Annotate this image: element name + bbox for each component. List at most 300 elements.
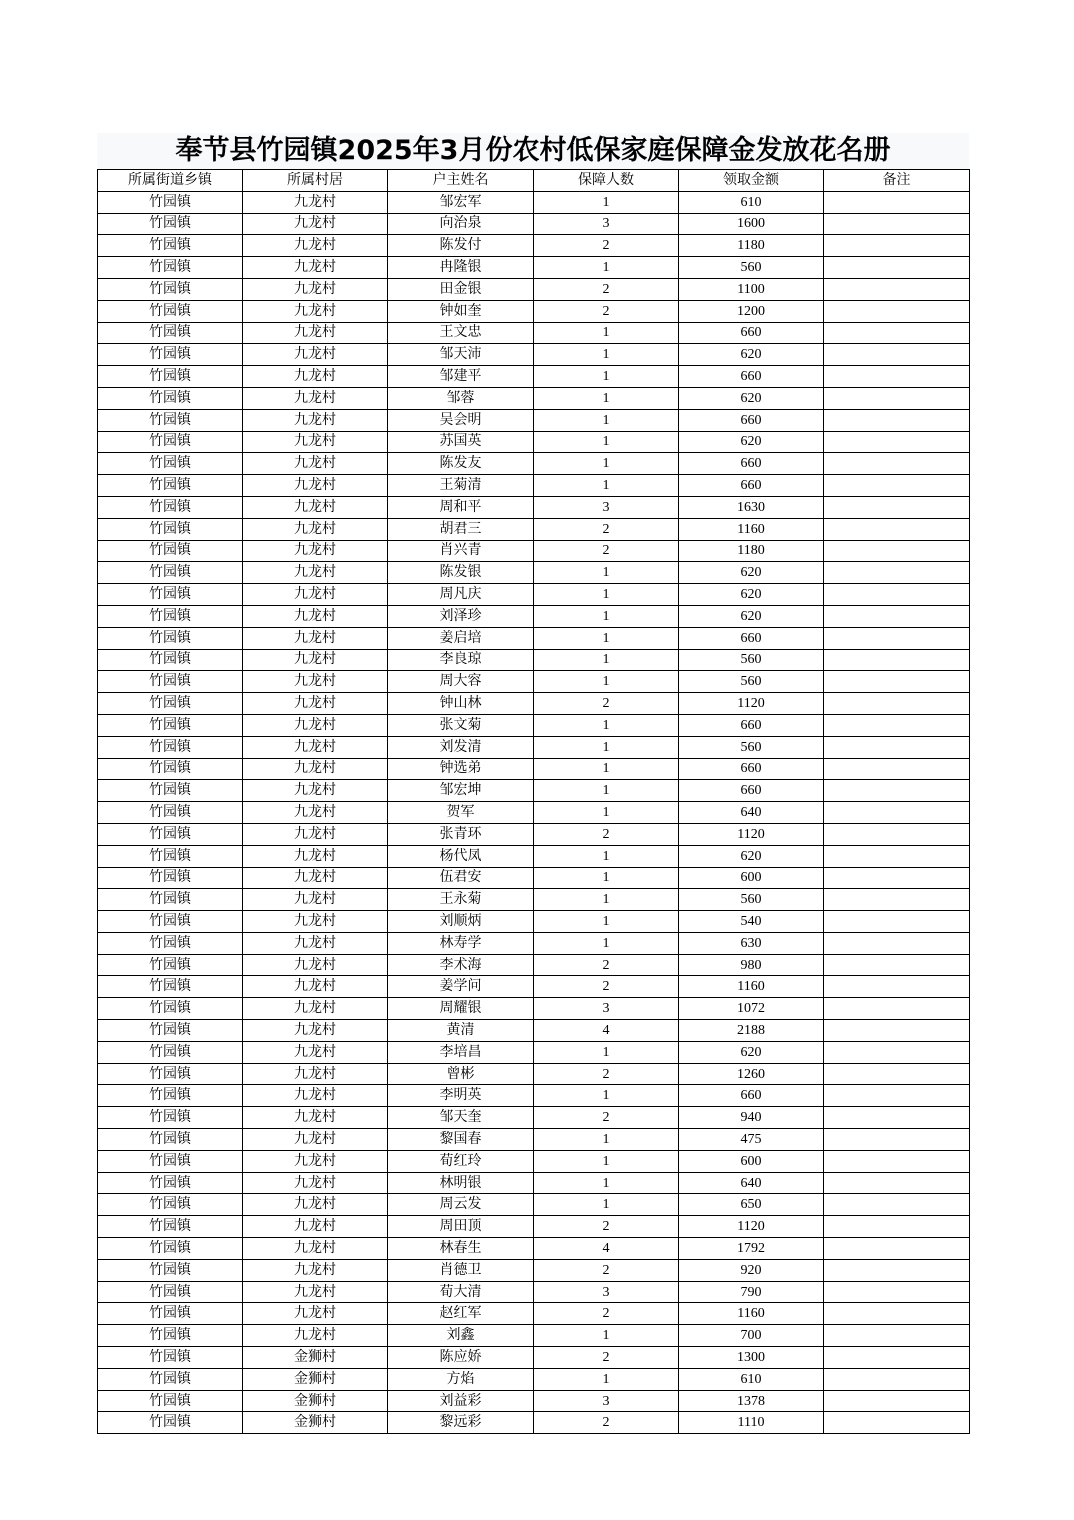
remarks-cell bbox=[824, 1129, 970, 1151]
column-header-persons: 保障人数 bbox=[534, 170, 679, 192]
householder-cell: 林寿学 bbox=[388, 932, 534, 954]
amount-cell: 920 bbox=[679, 1259, 824, 1281]
township-cell: 竹园镇 bbox=[98, 257, 243, 279]
amount-cell: 940 bbox=[679, 1107, 824, 1129]
remarks-cell bbox=[824, 496, 970, 518]
remarks-cell bbox=[824, 1303, 970, 1325]
householder-cell: 张文菊 bbox=[388, 714, 534, 736]
persons-cell: 2 bbox=[534, 1259, 679, 1281]
amount-cell: 660 bbox=[679, 1085, 824, 1107]
village-cell: 九龙村 bbox=[243, 867, 388, 889]
persons-cell: 1 bbox=[534, 453, 679, 475]
village-cell: 九龙村 bbox=[243, 1216, 388, 1238]
township-cell: 竹园镇 bbox=[98, 387, 243, 409]
township-cell: 竹园镇 bbox=[98, 431, 243, 453]
remarks-cell bbox=[824, 257, 970, 279]
persons-cell: 2 bbox=[534, 1303, 679, 1325]
table-row bbox=[98, 409, 970, 431]
amount-cell: 660 bbox=[679, 366, 824, 388]
village-cell: 九龙村 bbox=[243, 889, 388, 911]
table-row bbox=[98, 257, 970, 279]
township-cell: 竹园镇 bbox=[98, 671, 243, 693]
amount-cell: 660 bbox=[679, 758, 824, 780]
table-row bbox=[98, 1412, 970, 1434]
table-row bbox=[98, 823, 970, 845]
remarks-cell bbox=[824, 932, 970, 954]
village-cell: 九龙村 bbox=[243, 1238, 388, 1260]
persons-cell: 1 bbox=[534, 1085, 679, 1107]
village-cell: 九龙村 bbox=[243, 976, 388, 998]
amount-cell: 1100 bbox=[679, 278, 824, 300]
householder-cell: 黎国春 bbox=[388, 1129, 534, 1151]
remarks-cell bbox=[824, 344, 970, 366]
township-cell: 竹园镇 bbox=[98, 1368, 243, 1390]
householder-cell: 黄清 bbox=[388, 1020, 534, 1042]
township-cell: 竹园镇 bbox=[98, 1303, 243, 1325]
township-cell: 竹园镇 bbox=[98, 911, 243, 933]
persons-cell: 1 bbox=[534, 257, 679, 279]
persons-cell: 1 bbox=[534, 889, 679, 911]
householder-cell: 王永菊 bbox=[388, 889, 534, 911]
column-header-householder: 户主姓名 bbox=[388, 170, 534, 192]
village-cell: 九龙村 bbox=[243, 235, 388, 257]
remarks-cell bbox=[824, 911, 970, 933]
village-cell: 九龙村 bbox=[243, 322, 388, 344]
township-cell: 竹园镇 bbox=[98, 649, 243, 671]
remarks-cell bbox=[824, 780, 970, 802]
remarks-cell bbox=[824, 823, 970, 845]
remarks-cell bbox=[824, 605, 970, 627]
village-cell: 九龙村 bbox=[243, 431, 388, 453]
table-row bbox=[98, 932, 970, 954]
householder-cell: 李明英 bbox=[388, 1085, 534, 1107]
table-row bbox=[98, 1194, 970, 1216]
village-cell: 九龙村 bbox=[243, 518, 388, 540]
amount-cell: 600 bbox=[679, 867, 824, 889]
table-row bbox=[98, 671, 970, 693]
remarks-cell bbox=[824, 540, 970, 562]
table-body bbox=[98, 191, 970, 1433]
village-cell: 九龙村 bbox=[243, 1325, 388, 1347]
amount-cell: 560 bbox=[679, 649, 824, 671]
amount-cell: 620 bbox=[679, 1041, 824, 1063]
persons-cell: 1 bbox=[534, 1150, 679, 1172]
amount-cell: 650 bbox=[679, 1194, 824, 1216]
village-cell: 九龙村 bbox=[243, 496, 388, 518]
village-cell: 九龙村 bbox=[243, 780, 388, 802]
column-header-township: 所属街道乡镇 bbox=[98, 170, 243, 192]
householder-cell: 冉隆银 bbox=[388, 257, 534, 279]
householder-cell: 钟如奎 bbox=[388, 300, 534, 322]
township-cell: 竹园镇 bbox=[98, 1041, 243, 1063]
village-cell: 九龙村 bbox=[243, 387, 388, 409]
remarks-cell bbox=[824, 1347, 970, 1369]
remarks-cell bbox=[824, 584, 970, 606]
householder-cell: 李良琼 bbox=[388, 649, 534, 671]
amount-cell: 660 bbox=[679, 322, 824, 344]
village-cell: 九龙村 bbox=[243, 366, 388, 388]
remarks-cell bbox=[824, 475, 970, 497]
village-cell: 九龙村 bbox=[243, 714, 388, 736]
table-row bbox=[98, 540, 970, 562]
village-cell: 九龙村 bbox=[243, 1085, 388, 1107]
persons-cell: 1 bbox=[534, 714, 679, 736]
persons-cell: 1 bbox=[534, 932, 679, 954]
table-row bbox=[98, 1259, 970, 1281]
table-row bbox=[98, 1347, 970, 1369]
township-cell: 竹园镇 bbox=[98, 278, 243, 300]
remarks-cell bbox=[824, 387, 970, 409]
remarks-cell bbox=[824, 954, 970, 976]
village-cell: 九龙村 bbox=[243, 693, 388, 715]
table-row bbox=[98, 911, 970, 933]
amount-cell: 1200 bbox=[679, 300, 824, 322]
township-cell: 竹园镇 bbox=[98, 823, 243, 845]
householder-cell: 周耀银 bbox=[388, 998, 534, 1020]
remarks-cell bbox=[824, 671, 970, 693]
table-row bbox=[98, 889, 970, 911]
table-row bbox=[98, 453, 970, 475]
householder-cell: 张青环 bbox=[388, 823, 534, 845]
amount-cell: 610 bbox=[679, 1368, 824, 1390]
village-cell: 九龙村 bbox=[243, 758, 388, 780]
township-cell: 竹园镇 bbox=[98, 736, 243, 758]
township-cell: 竹园镇 bbox=[98, 1063, 243, 1085]
remarks-cell bbox=[824, 1107, 970, 1129]
householder-cell: 刘鑫 bbox=[388, 1325, 534, 1347]
township-cell: 竹园镇 bbox=[98, 714, 243, 736]
householder-cell: 吴会明 bbox=[388, 409, 534, 431]
table-row bbox=[98, 1020, 970, 1042]
householder-cell: 邹宏军 bbox=[388, 191, 534, 213]
village-cell: 九龙村 bbox=[243, 1259, 388, 1281]
allowance-roster-table bbox=[97, 169, 970, 1434]
village-cell: 九龙村 bbox=[243, 823, 388, 845]
amount-cell: 980 bbox=[679, 954, 824, 976]
village-cell: 九龙村 bbox=[243, 802, 388, 824]
remarks-cell bbox=[824, 1216, 970, 1238]
amount-cell: 660 bbox=[679, 714, 824, 736]
remarks-cell bbox=[824, 1085, 970, 1107]
table-row bbox=[98, 496, 970, 518]
township-cell: 竹园镇 bbox=[98, 1259, 243, 1281]
remarks-cell bbox=[824, 518, 970, 540]
village-cell: 九龙村 bbox=[243, 278, 388, 300]
householder-cell: 陈发友 bbox=[388, 453, 534, 475]
amount-cell: 560 bbox=[679, 671, 824, 693]
township-cell: 竹园镇 bbox=[98, 954, 243, 976]
persons-cell: 3 bbox=[534, 1281, 679, 1303]
village-cell: 九龙村 bbox=[243, 1172, 388, 1194]
amount-cell: 620 bbox=[679, 845, 824, 867]
householder-cell: 林春生 bbox=[388, 1238, 534, 1260]
persons-cell: 1 bbox=[534, 431, 679, 453]
table-row bbox=[98, 584, 970, 606]
township-cell: 竹园镇 bbox=[98, 1238, 243, 1260]
village-cell: 九龙村 bbox=[243, 627, 388, 649]
table-row bbox=[98, 213, 970, 235]
householder-cell: 钟山林 bbox=[388, 693, 534, 715]
persons-cell: 1 bbox=[534, 758, 679, 780]
table-row bbox=[98, 1150, 970, 1172]
township-cell: 竹园镇 bbox=[98, 1325, 243, 1347]
householder-cell: 李培昌 bbox=[388, 1041, 534, 1063]
township-cell: 竹园镇 bbox=[98, 1085, 243, 1107]
township-cell: 竹园镇 bbox=[98, 932, 243, 954]
persons-cell: 2 bbox=[534, 1216, 679, 1238]
township-cell: 竹园镇 bbox=[98, 605, 243, 627]
persons-cell: 1 bbox=[534, 1172, 679, 1194]
persons-cell: 1 bbox=[534, 649, 679, 671]
village-cell: 九龙村 bbox=[243, 213, 388, 235]
column-header-remarks: 备注 bbox=[824, 170, 970, 192]
remarks-cell bbox=[824, 1238, 970, 1260]
householder-cell: 胡君三 bbox=[388, 518, 534, 540]
amount-cell: 620 bbox=[679, 344, 824, 366]
table-row bbox=[98, 954, 970, 976]
householder-cell: 向治泉 bbox=[388, 213, 534, 235]
persons-cell: 3 bbox=[534, 1390, 679, 1412]
table-row bbox=[98, 1303, 970, 1325]
remarks-cell bbox=[824, 714, 970, 736]
remarks-cell bbox=[824, 1063, 970, 1085]
village-cell: 九龙村 bbox=[243, 954, 388, 976]
amount-cell: 560 bbox=[679, 736, 824, 758]
persons-cell: 1 bbox=[534, 845, 679, 867]
township-cell: 竹园镇 bbox=[98, 1390, 243, 1412]
persons-cell: 1 bbox=[534, 387, 679, 409]
table-row bbox=[98, 780, 970, 802]
amount-cell: 1180 bbox=[679, 235, 824, 257]
householder-cell: 周田顶 bbox=[388, 1216, 534, 1238]
amount-cell: 1160 bbox=[679, 976, 824, 998]
persons-cell: 3 bbox=[534, 998, 679, 1020]
persons-cell: 1 bbox=[534, 802, 679, 824]
amount-cell: 660 bbox=[679, 475, 824, 497]
township-cell: 竹园镇 bbox=[98, 453, 243, 475]
persons-cell: 4 bbox=[534, 1238, 679, 1260]
remarks-cell bbox=[824, 736, 970, 758]
village-cell: 九龙村 bbox=[243, 932, 388, 954]
village-cell: 九龙村 bbox=[243, 540, 388, 562]
persons-cell: 1 bbox=[534, 605, 679, 627]
remarks-cell bbox=[824, 1194, 970, 1216]
householder-cell: 李术海 bbox=[388, 954, 534, 976]
village-cell: 九龙村 bbox=[243, 1107, 388, 1129]
table-row bbox=[98, 1281, 970, 1303]
township-cell: 竹园镇 bbox=[98, 1129, 243, 1151]
remarks-cell bbox=[824, 845, 970, 867]
village-cell: 九龙村 bbox=[243, 300, 388, 322]
persons-cell: 1 bbox=[534, 1368, 679, 1390]
householder-cell: 周大容 bbox=[388, 671, 534, 693]
amount-cell: 1160 bbox=[679, 518, 824, 540]
table-row bbox=[98, 1129, 970, 1151]
amount-cell: 1120 bbox=[679, 1216, 824, 1238]
persons-cell: 1 bbox=[534, 1194, 679, 1216]
township-cell: 竹园镇 bbox=[98, 540, 243, 562]
householder-cell: 荀红玲 bbox=[388, 1150, 534, 1172]
page-title: 奉节县竹园镇2025年3月份农村低保家庭保障金发放花名册 bbox=[97, 133, 969, 169]
township-cell: 竹园镇 bbox=[98, 562, 243, 584]
householder-cell: 黎远彩 bbox=[388, 1412, 534, 1434]
village-cell: 九龙村 bbox=[243, 1150, 388, 1172]
table-row bbox=[98, 627, 970, 649]
table-row bbox=[98, 649, 970, 671]
remarks-cell bbox=[824, 867, 970, 889]
village-cell: 九龙村 bbox=[243, 1020, 388, 1042]
householder-cell: 赵红军 bbox=[388, 1303, 534, 1325]
township-cell: 竹园镇 bbox=[98, 889, 243, 911]
persons-cell: 2 bbox=[534, 518, 679, 540]
township-cell: 竹园镇 bbox=[98, 300, 243, 322]
township-cell: 竹园镇 bbox=[98, 366, 243, 388]
persons-cell: 2 bbox=[534, 954, 679, 976]
table-row bbox=[98, 1238, 970, 1260]
table-row bbox=[98, 714, 970, 736]
remarks-cell bbox=[824, 235, 970, 257]
remarks-cell bbox=[824, 889, 970, 911]
householder-cell: 肖德卫 bbox=[388, 1259, 534, 1281]
table-row bbox=[98, 1172, 970, 1194]
village-cell: 九龙村 bbox=[243, 453, 388, 475]
persons-cell: 1 bbox=[534, 780, 679, 802]
persons-cell: 1 bbox=[534, 1325, 679, 1347]
persons-cell: 1 bbox=[534, 409, 679, 431]
township-cell: 竹园镇 bbox=[98, 802, 243, 824]
remarks-cell bbox=[824, 976, 970, 998]
village-cell: 九龙村 bbox=[243, 562, 388, 584]
amount-cell: 600 bbox=[679, 1150, 824, 1172]
persons-cell: 1 bbox=[534, 867, 679, 889]
village-cell: 九龙村 bbox=[243, 1063, 388, 1085]
householder-cell: 姜启培 bbox=[388, 627, 534, 649]
township-cell: 竹园镇 bbox=[98, 976, 243, 998]
table-row bbox=[98, 562, 970, 584]
village-cell: 金狮村 bbox=[243, 1347, 388, 1369]
amount-cell: 790 bbox=[679, 1281, 824, 1303]
table-header-row bbox=[98, 170, 970, 192]
amount-cell: 540 bbox=[679, 911, 824, 933]
remarks-cell bbox=[824, 1259, 970, 1281]
persons-cell: 1 bbox=[534, 1041, 679, 1063]
householder-cell: 周凡庆 bbox=[388, 584, 534, 606]
village-cell: 九龙村 bbox=[243, 671, 388, 693]
householder-cell: 邹建平 bbox=[388, 366, 534, 388]
householder-cell: 刘发清 bbox=[388, 736, 534, 758]
householder-cell: 曾彬 bbox=[388, 1063, 534, 1085]
amount-cell: 1120 bbox=[679, 693, 824, 715]
village-cell: 九龙村 bbox=[243, 649, 388, 671]
village-cell: 九龙村 bbox=[243, 1041, 388, 1063]
table-row bbox=[98, 1063, 970, 1085]
amount-cell: 640 bbox=[679, 1172, 824, 1194]
persons-cell: 2 bbox=[534, 1063, 679, 1085]
table-row bbox=[98, 322, 970, 344]
table-row bbox=[98, 1325, 970, 1347]
householder-cell: 苏国英 bbox=[388, 431, 534, 453]
householder-cell: 周和平 bbox=[388, 496, 534, 518]
persons-cell: 4 bbox=[534, 1020, 679, 1042]
amount-cell: 2188 bbox=[679, 1020, 824, 1042]
table-row bbox=[98, 845, 970, 867]
amount-cell: 640 bbox=[679, 802, 824, 824]
township-cell: 竹园镇 bbox=[98, 475, 243, 497]
table-row bbox=[98, 191, 970, 213]
remarks-cell bbox=[824, 453, 970, 475]
householder-cell: 荀大清 bbox=[388, 1281, 534, 1303]
township-cell: 竹园镇 bbox=[98, 496, 243, 518]
township-cell: 竹园镇 bbox=[98, 1281, 243, 1303]
amount-cell: 660 bbox=[679, 627, 824, 649]
householder-cell: 田金银 bbox=[388, 278, 534, 300]
persons-cell: 2 bbox=[534, 300, 679, 322]
township-cell: 竹园镇 bbox=[98, 518, 243, 540]
table-row bbox=[98, 235, 970, 257]
householder-cell: 方焰 bbox=[388, 1368, 534, 1390]
persons-cell: 3 bbox=[534, 213, 679, 235]
householder-cell: 伍君安 bbox=[388, 867, 534, 889]
table-row bbox=[98, 1390, 970, 1412]
remarks-cell bbox=[824, 802, 970, 824]
table-row bbox=[98, 976, 970, 998]
householder-cell: 邹宏坤 bbox=[388, 780, 534, 802]
township-cell: 竹园镇 bbox=[98, 845, 243, 867]
village-cell: 九龙村 bbox=[243, 409, 388, 431]
remarks-cell bbox=[824, 693, 970, 715]
householder-cell: 邹蓉 bbox=[388, 387, 534, 409]
persons-cell: 1 bbox=[534, 322, 679, 344]
remarks-cell bbox=[824, 1041, 970, 1063]
township-cell: 竹园镇 bbox=[98, 1107, 243, 1129]
amount-cell: 620 bbox=[679, 387, 824, 409]
township-cell: 竹园镇 bbox=[98, 998, 243, 1020]
remarks-cell bbox=[824, 213, 970, 235]
township-cell: 竹园镇 bbox=[98, 191, 243, 213]
persons-cell: 1 bbox=[534, 911, 679, 933]
township-cell: 竹园镇 bbox=[98, 409, 243, 431]
amount-cell: 1072 bbox=[679, 998, 824, 1020]
persons-cell: 1 bbox=[534, 584, 679, 606]
amount-cell: 620 bbox=[679, 584, 824, 606]
amount-cell: 1378 bbox=[679, 1390, 824, 1412]
village-cell: 九龙村 bbox=[243, 475, 388, 497]
table-row bbox=[98, 758, 970, 780]
amount-cell: 660 bbox=[679, 453, 824, 475]
township-cell: 竹园镇 bbox=[98, 627, 243, 649]
householder-cell: 杨代凤 bbox=[388, 845, 534, 867]
table-row bbox=[98, 1368, 970, 1390]
persons-cell: 2 bbox=[534, 1107, 679, 1129]
township-cell: 竹园镇 bbox=[98, 584, 243, 606]
village-cell: 九龙村 bbox=[243, 998, 388, 1020]
township-cell: 竹园镇 bbox=[98, 1412, 243, 1434]
remarks-cell bbox=[824, 1150, 970, 1172]
township-cell: 竹园镇 bbox=[98, 780, 243, 802]
table-row bbox=[98, 387, 970, 409]
township-cell: 竹园镇 bbox=[98, 1150, 243, 1172]
table-row bbox=[98, 278, 970, 300]
householder-cell: 陈应娇 bbox=[388, 1347, 534, 1369]
table-row bbox=[98, 736, 970, 758]
village-cell: 金狮村 bbox=[243, 1390, 388, 1412]
township-cell: 竹园镇 bbox=[98, 1020, 243, 1042]
persons-cell: 2 bbox=[534, 823, 679, 845]
remarks-cell bbox=[824, 1390, 970, 1412]
persons-cell: 1 bbox=[534, 627, 679, 649]
remarks-cell bbox=[824, 562, 970, 584]
table-row bbox=[98, 366, 970, 388]
